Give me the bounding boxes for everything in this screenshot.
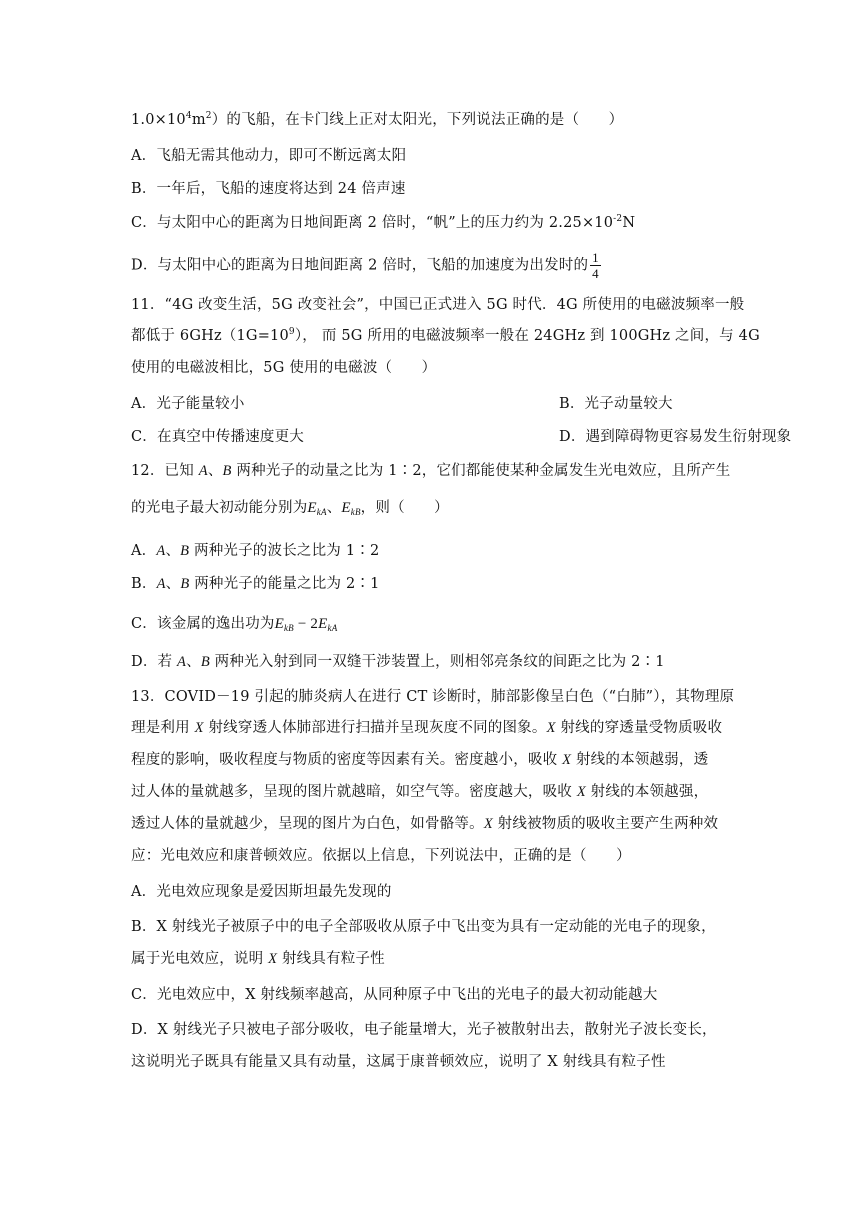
- q12-stem-line-2: 的光电子最大初动能分别为$E_{kA}$、$E_{kB}$，则（ ）: [131, 500, 449, 517]
- q13-stem-line-5: 透过人体的量就越少，呈现的图片为白色，如骨骼等。X 射线被物质的吸收主要产生两种效: [131, 816, 719, 832]
- q12-option-c: C．该金属的逸出功为$E_{kB} - 2E_{kA}$: [131, 616, 338, 633]
- q13-option-b-line-2: 属于光电效应，说明 X 射线具有粒子性: [131, 951, 385, 967]
- q11-option-c: C．在真空中传播速度更大: [131, 429, 304, 445]
- q11-stem-line-1: 11．“4G 改变生活，5G 改变社会”，中国已正式进入 5G 时代．4G 所使用的电磁波频率一般: [131, 297, 745, 313]
- q11-option-a: A．光子能量较小: [131, 396, 245, 412]
- q11-options-row-2: [131, 427, 792, 447]
- ekB-symbol: $E_{kB}$: [341, 500, 361, 517]
- q13-option-b-line-1: B．X 射线光子被原子中的电子全部吸收从原子中飞出变为具有一定动能的光电子的现象，: [131, 919, 716, 935]
- q12-option-a: A．A、B 两种光子的波长之比为 1∶2: [131, 543, 380, 559]
- q12-option-b: B．A、B 两种光子的能量之比为 2∶1: [131, 576, 380, 592]
- ekA-symbol: $E_{kA}$: [307, 500, 327, 517]
- q13-stem-line-4: 过人体的量就越多，呈现的图片就越暗，如空气等。密度越大，吸收 X 射线的本领越强，: [131, 784, 709, 800]
- q11-option-b: B．光子动量较大: [559, 396, 673, 412]
- q12-stem-line-1: 12．已知 A、B 两种光子的动量之比为 1∶2，它们都能使某种金属发生光电效应，且所产生: [131, 463, 731, 479]
- q10-option-d: D．与太阳中心的距离为日地间距离 2 倍时，飞船的加速度为出发时的 $\frac{1}{4}$: [131, 250, 599, 281]
- q13-stem-line-2: 理是利用 X 射线穿透人体肺部进行扫描并呈现灰度不同的图象。X 射线的穿透量受物质吸收: [131, 720, 723, 736]
- q10-option-c: C．与太阳中心的距离为日地间距离 2 倍时，“帆”上的压力约为 $2.25\times 10^{-2}N$: [131, 214, 636, 231]
- q11-options-row-1: [131, 394, 673, 414]
- q13-stem-line-3: 程度的影响，吸收程度与物质的密度等因素有关。密度越小，吸收 X 射线的本领越弱，透: [131, 752, 709, 768]
- q10-option-b: B．一年后，飞船的速度将达到 24 倍声速: [131, 181, 406, 197]
- fraction-one-quarter: $\frac{1}{4}$: [592, 250, 599, 281]
- q11-stem-line-3: 使用的电磁波相比，5G 使用的电磁波（ ）: [131, 360, 437, 376]
- q12-option-d: D．若 A、B 两种光入射到同一双缝干涉装置上，则相邻亮条纹的间距之比为 2∶1: [131, 654, 665, 670]
- q11-stem-line-2: 都低于 $6GHz(1G=10^9)$， 而 5G 所用的电磁波频率一般在 24GHz 到 100GHz 之间，与 4G: [131, 327, 760, 344]
- q10-option-a: A．飞船无需其他动力，即可不断远离太阳: [131, 148, 407, 164]
- work-function-expression: $E_{kB} - 2E_{kA}$: [274, 616, 338, 633]
- q13-option-d-line-1: D．X 射线光子只被电子部分吸收，电子能量增大，光子被散射出去，散射光子波长变长，: [131, 1022, 717, 1038]
- q13-stem-line-6: 应：光电效应和康普顿效应。依据以上信息，下列说法中，正确的是（ ）: [131, 848, 631, 864]
- q13-stem-line-1: 13．COVID－19 引起的肺炎病人在进行 CT 诊断时，肺部影像呈白色（“白肺”），其物理原: [131, 689, 735, 705]
- q13-option-c: C．光电效应中，X 射线频率越高，从同种原子中飞出的光电子的最大初动能越大: [131, 987, 658, 1003]
- q10-stem: $1.0\times 10^4m^2$）的飞船，在卡门线上正对太阳光，下列说法正确的是（ ）: [131, 111, 624, 128]
- q13-option-d-line-2: 这说明光子既具有能量又具有动量，这属于康普顿效应，说明了 X 射线具有粒子性: [131, 1054, 666, 1070]
- q13-option-a: A．光电效应现象是爱因斯坦最先发现的: [131, 884, 392, 900]
- q11-option-d: D．遇到障碍物更容易发生衍射现象: [559, 429, 792, 445]
